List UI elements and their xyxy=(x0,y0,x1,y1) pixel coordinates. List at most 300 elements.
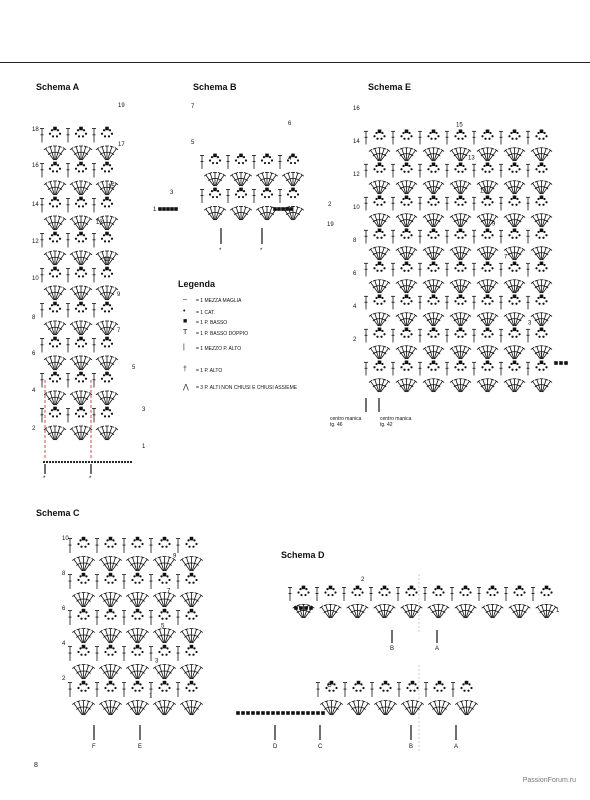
chain-stitch xyxy=(235,193,237,195)
chain-stitch xyxy=(168,543,170,545)
single-crochet xyxy=(378,295,382,299)
chain-stitch xyxy=(109,461,111,463)
schema-e-title: Schema E xyxy=(368,82,412,92)
chain-stitch xyxy=(483,198,485,200)
chain-stitch xyxy=(75,413,77,415)
chain-stitch xyxy=(488,171,490,173)
chain-stitch xyxy=(211,156,213,158)
chain-stitch xyxy=(57,164,59,166)
chain-stitch xyxy=(83,269,85,271)
single-crochet xyxy=(465,681,469,685)
single-crochet xyxy=(82,609,86,613)
chain-stitch xyxy=(104,135,106,137)
chain-stitch xyxy=(538,303,540,305)
chain-stitch xyxy=(410,234,412,236)
chain-stitch xyxy=(542,336,544,338)
chain-stitch xyxy=(52,205,54,207)
chain-stitch xyxy=(456,264,458,266)
single-crochet xyxy=(82,537,86,541)
chain-stitch xyxy=(434,303,436,305)
chain-stitch xyxy=(434,171,436,173)
chain-stitch xyxy=(61,461,63,463)
chain-stitch xyxy=(243,190,245,192)
single-crochet xyxy=(281,207,285,211)
chain-stitch xyxy=(435,264,437,266)
chain-stitch xyxy=(88,461,90,463)
chain-stitch xyxy=(193,539,195,541)
chain-stitch xyxy=(483,165,485,167)
chain-stitch xyxy=(383,366,385,368)
chain-stitch xyxy=(187,683,189,685)
chain-stitch xyxy=(489,198,491,200)
chain-stitch xyxy=(537,132,539,134)
chain-stitch xyxy=(508,267,510,269)
chain-stitch xyxy=(379,687,381,689)
chain-stitch xyxy=(103,374,105,376)
chain-stitch xyxy=(542,204,544,206)
chain-stitch xyxy=(160,611,162,613)
row-number: 11 xyxy=(104,257,111,263)
chain-stitch xyxy=(161,582,163,584)
chain-stitch xyxy=(381,264,383,266)
chain-stitch xyxy=(112,575,114,577)
chain-stitch xyxy=(416,687,418,689)
chain-stitch xyxy=(535,300,537,302)
chain-stitch xyxy=(158,579,160,581)
chain-stitch xyxy=(305,588,307,590)
chain-stitch xyxy=(508,135,510,137)
chain-stitch xyxy=(439,594,441,596)
chain-stitch xyxy=(457,336,459,338)
chain-stitch xyxy=(403,369,405,371)
chain-stitch xyxy=(542,303,544,305)
chain-stitch xyxy=(407,336,409,338)
chain-stitch xyxy=(432,591,434,593)
chain-stitch xyxy=(235,159,237,161)
single-crochet xyxy=(136,609,140,613)
row-number: 14 xyxy=(32,202,39,208)
chain-stitch xyxy=(57,304,59,306)
single-crochet xyxy=(464,586,468,590)
chain-stitch xyxy=(78,415,80,417)
single-crochet xyxy=(437,586,441,590)
chain-stitch xyxy=(493,594,495,596)
chain-stitch xyxy=(49,343,51,345)
chain-stitch xyxy=(104,651,106,653)
chain-stitch xyxy=(542,138,544,140)
chain-stitch xyxy=(545,234,547,236)
chain-stitch xyxy=(515,369,517,371)
chain-stitch xyxy=(195,651,197,653)
chain-stitch xyxy=(381,683,383,685)
row-number: D xyxy=(273,744,278,750)
chain-stitch xyxy=(427,267,429,269)
legend-text-1: = 1 CAT. xyxy=(196,310,215,316)
chain-stitch xyxy=(141,651,143,653)
chain-stitch xyxy=(484,237,486,239)
chain-stitch xyxy=(49,413,51,415)
single-crochet xyxy=(251,711,255,715)
chain-stitch xyxy=(85,461,87,463)
chain-stitch xyxy=(108,345,110,347)
chain-stitch xyxy=(410,366,412,368)
chain-stitch xyxy=(269,156,271,158)
chain-stitch xyxy=(489,132,491,134)
chain-stitch xyxy=(400,201,402,203)
chain-stitch xyxy=(333,683,335,685)
chain-stitch xyxy=(85,203,87,205)
chain-stitch xyxy=(410,201,412,203)
chain-stitch xyxy=(402,198,404,200)
chain-stitch xyxy=(56,380,58,382)
chain-stitch xyxy=(114,687,116,689)
schema-c-title: Schema C xyxy=(36,508,80,518)
chain-stitch xyxy=(185,687,187,689)
chain-stitch xyxy=(104,543,106,545)
chain-stitch xyxy=(51,269,53,271)
single-crochet xyxy=(105,372,109,376)
chain-stitch xyxy=(400,135,402,137)
chain-stitch xyxy=(87,615,89,617)
chain-stitch xyxy=(57,409,59,411)
chain-stitch xyxy=(106,461,108,463)
chain-stitch xyxy=(489,231,491,233)
single-crochet xyxy=(486,328,490,332)
chain-stitch xyxy=(491,300,493,302)
chain-stitch xyxy=(461,588,463,590)
single-crochet xyxy=(266,711,270,715)
chain-stitch xyxy=(481,234,483,236)
chain-stitch xyxy=(545,333,547,335)
chain-stitch xyxy=(73,461,75,463)
chain-stitch xyxy=(410,168,412,170)
chain-stitch xyxy=(217,156,219,158)
chain-stitch xyxy=(430,138,432,140)
row-number: 2 xyxy=(32,426,36,432)
chain-stitch xyxy=(376,204,378,206)
single-crochet xyxy=(378,262,382,266)
chain-stitch xyxy=(77,409,79,411)
chain-stitch xyxy=(466,594,468,596)
chain-stitch xyxy=(192,690,194,692)
chain-stitch xyxy=(160,683,162,685)
chain-stitch xyxy=(75,273,77,275)
chain-stitch xyxy=(386,690,388,692)
single-crochet xyxy=(438,681,442,685)
single-crochet xyxy=(109,573,113,577)
chain-stitch xyxy=(77,234,79,236)
chain-stitch xyxy=(112,461,114,463)
chain-stitch xyxy=(515,303,517,305)
single-crochet xyxy=(53,337,57,341)
single-crochet xyxy=(302,586,306,590)
chain-stitch xyxy=(375,198,377,200)
chain-stitch xyxy=(158,615,160,617)
single-crochet xyxy=(486,163,490,167)
chain-stitch xyxy=(52,415,54,417)
chain-stitch xyxy=(52,380,54,382)
chain-stitch xyxy=(109,199,111,201)
single-crochet xyxy=(432,328,436,332)
chain-stitch xyxy=(166,647,168,649)
chain-stitch xyxy=(111,690,113,692)
chain-stitch xyxy=(407,270,409,272)
chain-stitch xyxy=(484,303,486,305)
chain-stitch xyxy=(112,539,114,541)
row-number: 2 xyxy=(328,202,332,208)
single-crochet xyxy=(405,229,409,233)
chain-stitch xyxy=(456,330,458,332)
chain-stitch xyxy=(488,270,490,272)
chain-stitch xyxy=(56,275,58,277)
chain-stitch xyxy=(138,546,140,548)
single-crochet xyxy=(378,328,382,332)
chain-stitch xyxy=(410,300,412,302)
chain-stitch xyxy=(109,304,111,306)
chain-stitch xyxy=(406,687,408,689)
chain-stitch xyxy=(408,165,410,167)
chain-stitch xyxy=(84,618,86,620)
row-number: A xyxy=(435,646,440,652)
chain-stitch xyxy=(263,156,265,158)
row-number: E xyxy=(138,744,143,750)
chain-stitch xyxy=(111,308,113,310)
chain-stitch xyxy=(463,690,465,692)
single-crochet xyxy=(296,711,300,715)
chain-stitch xyxy=(410,135,412,137)
chain-stitch xyxy=(542,237,544,239)
chain-stitch xyxy=(84,582,86,584)
chain-stitch xyxy=(109,164,111,166)
chain-stitch xyxy=(515,171,517,173)
chain-stitch xyxy=(79,611,81,613)
chain-stitch xyxy=(543,264,545,266)
chain-stitch xyxy=(290,162,292,164)
chain-stitch xyxy=(535,267,537,269)
chain-stitch xyxy=(85,343,87,345)
chain-stitch xyxy=(408,198,410,200)
single-crochet xyxy=(540,229,544,233)
chain-stitch xyxy=(216,196,218,198)
single-crochet xyxy=(405,163,409,167)
chain-stitch xyxy=(107,618,109,620)
chain-stitch xyxy=(376,303,378,305)
single-crochet xyxy=(136,681,140,685)
chain-stitch xyxy=(168,615,170,617)
chain-stitch xyxy=(51,164,53,166)
chain-stitch xyxy=(109,339,111,341)
chain-stitch xyxy=(375,132,377,134)
chain-stitch xyxy=(538,138,540,140)
single-crochet xyxy=(432,262,436,266)
chain-stitch xyxy=(403,336,405,338)
single-crochet xyxy=(540,262,544,266)
chain-stitch xyxy=(456,165,458,167)
chain-stitch xyxy=(440,690,442,692)
chain-stitch xyxy=(195,615,197,617)
chain-stitch xyxy=(82,135,84,137)
chain-stitch xyxy=(510,231,512,233)
chain-stitch xyxy=(454,300,456,302)
chain-stitch xyxy=(85,308,87,310)
chain-stitch xyxy=(488,303,490,305)
single-crochet xyxy=(486,361,490,365)
row-number: B xyxy=(409,744,414,750)
chain-stitch xyxy=(111,238,113,240)
chain-stitch xyxy=(242,196,244,198)
chain-stitch xyxy=(375,165,377,167)
single-crochet xyxy=(105,407,109,411)
chain-stitch xyxy=(488,138,490,140)
row-number: * xyxy=(260,248,263,254)
chain-stitch xyxy=(433,687,435,689)
chain-stitch xyxy=(508,201,510,203)
chain-stitch xyxy=(192,654,194,656)
single-crochet xyxy=(53,267,57,271)
single-crochet xyxy=(79,197,83,201)
chain-stitch xyxy=(115,461,117,463)
chain-stitch xyxy=(51,339,53,341)
single-crochet xyxy=(281,711,285,715)
single-crochet xyxy=(163,609,167,613)
chain-stitch xyxy=(104,380,106,382)
chain-stitch xyxy=(101,413,103,415)
single-crochet xyxy=(265,188,269,192)
chain-stitch xyxy=(111,343,113,345)
chain-stitch xyxy=(107,654,109,656)
chain-stitch xyxy=(408,363,410,365)
chain-stitch xyxy=(139,575,141,577)
chain-stitch xyxy=(160,575,162,577)
chain-stitch xyxy=(400,168,402,170)
row-number: 6 xyxy=(288,121,292,127)
chain-stitch xyxy=(139,647,141,649)
single-crochet xyxy=(190,681,194,685)
chain-stitch xyxy=(387,683,389,685)
chain-stitch xyxy=(380,369,382,371)
row-number: 4 xyxy=(32,388,36,394)
chain-stitch xyxy=(516,231,518,233)
chain-stitch xyxy=(75,238,77,240)
chain-stitch xyxy=(193,611,195,613)
single-crochet xyxy=(545,586,549,590)
chain-stitch xyxy=(97,461,99,463)
chain-stitch xyxy=(523,591,525,593)
single-crochet xyxy=(405,361,409,365)
chain-stitch xyxy=(376,237,378,239)
chain-stitch xyxy=(484,138,486,140)
single-crochet xyxy=(356,586,360,590)
single-crochet xyxy=(384,681,388,685)
row-number: 9 xyxy=(117,292,121,298)
single-crochet xyxy=(53,162,57,166)
chain-stitch xyxy=(106,575,108,577)
chain-stitch xyxy=(488,588,490,590)
row-number: 2 xyxy=(62,676,66,682)
legend-text-2: = 1 P. BASSO xyxy=(196,320,228,326)
chain-stitch xyxy=(407,588,409,590)
chain-stitch xyxy=(402,264,404,266)
chain-stitch xyxy=(538,369,540,371)
chain-stitch xyxy=(59,238,61,240)
chain-stitch xyxy=(437,333,439,335)
chain-stitch xyxy=(489,165,491,167)
row-number: 7 xyxy=(504,254,508,261)
single-crochet xyxy=(513,163,517,167)
chain-stitch xyxy=(427,234,429,236)
chain-stitch xyxy=(294,196,296,198)
single-crochet xyxy=(236,711,240,715)
row-number: 19 xyxy=(327,222,334,228)
chain-stitch xyxy=(464,300,466,302)
single-crochet xyxy=(256,711,260,715)
single-crochet xyxy=(486,295,490,299)
chain-stitch xyxy=(85,647,87,649)
chain-stitch xyxy=(168,579,170,581)
row-number: 5 xyxy=(132,365,136,371)
page-number: 8 xyxy=(34,762,38,769)
chain-stitch xyxy=(434,138,436,140)
chain-stitch xyxy=(489,330,491,332)
chain-stitch xyxy=(185,579,187,581)
chain-stitch xyxy=(134,582,136,584)
single-crochet xyxy=(291,711,295,715)
chain-stitch xyxy=(381,297,383,299)
row-number: 13 xyxy=(468,155,475,162)
chain-stitch xyxy=(496,591,498,593)
legend-text-6: = 3 P. ALTI NON CHIUSI E CHIUSI ASSIEME xyxy=(196,385,298,391)
chain-stitch xyxy=(402,132,404,134)
single-crochet xyxy=(540,163,544,167)
chain-stitch xyxy=(491,168,493,170)
chain-stitch xyxy=(481,135,483,137)
chain-stitch xyxy=(550,591,552,593)
chain-stitch xyxy=(57,199,59,201)
chain-stitch xyxy=(542,171,544,173)
chain-stitch xyxy=(77,615,79,617)
row-number: 4 xyxy=(62,641,66,647)
chain-stitch xyxy=(515,204,517,206)
chain-stitch xyxy=(104,615,106,617)
chain-stitch xyxy=(289,190,291,192)
chain-stitch xyxy=(264,196,266,198)
row-number: B xyxy=(390,646,395,652)
chain-stitch xyxy=(510,198,512,200)
chain-stitch xyxy=(430,204,432,206)
chain-stitch xyxy=(543,594,545,596)
single-crochet xyxy=(513,229,517,233)
chain-stitch xyxy=(52,170,54,172)
chain-stitch xyxy=(83,374,85,376)
chain-stitch xyxy=(141,543,143,545)
single-crochet xyxy=(540,295,544,299)
chain-stitch xyxy=(216,162,218,164)
chain-stitch xyxy=(133,539,135,541)
chain-stitch xyxy=(83,199,85,201)
chain-stitch xyxy=(56,135,58,137)
chain-stitch xyxy=(520,594,522,596)
chain-stitch xyxy=(545,135,547,137)
chain-stitch xyxy=(412,594,414,596)
chain-stitch xyxy=(535,168,537,170)
chain-stitch xyxy=(58,461,60,463)
chain-stitch xyxy=(101,168,103,170)
chain-stitch xyxy=(188,654,190,656)
chain-stitch xyxy=(59,168,61,170)
chain-stitch xyxy=(188,618,190,620)
row-number: * xyxy=(89,476,92,482)
chain-stitch xyxy=(481,366,483,368)
